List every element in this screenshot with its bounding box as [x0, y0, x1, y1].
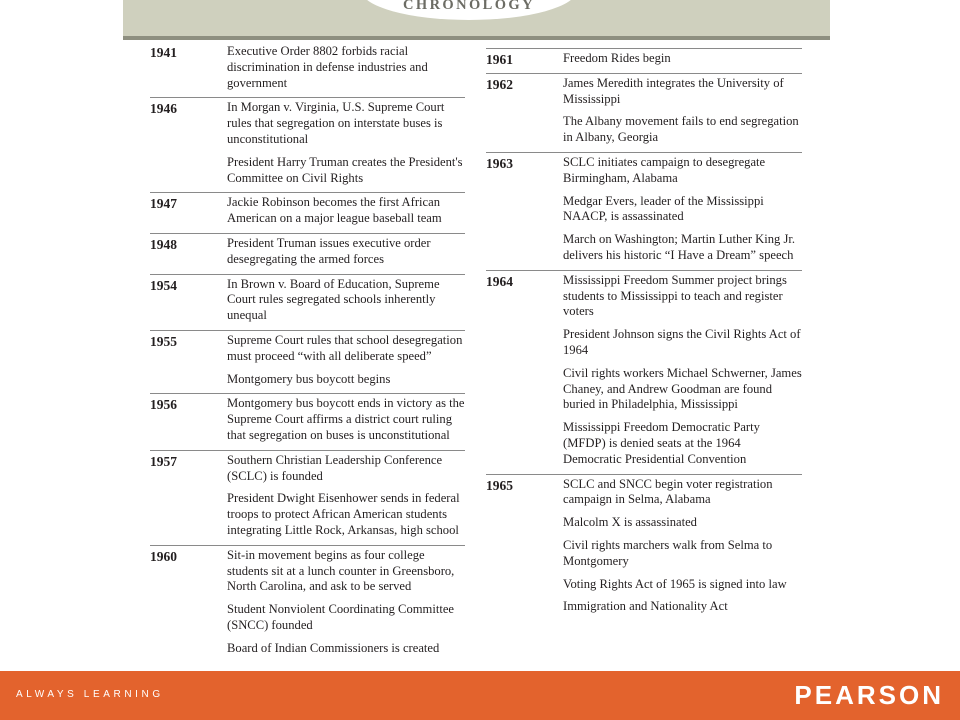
event-text: Executive Order 8802 forbids racial discrimination in defense industries and government: [227, 44, 428, 90]
event-text: Supreme Court rules that school desegregation must proceed “with all deliberate speed”: [227, 332, 463, 363]
event-text: Mississippi Freedom Summer project brings students to Mississippi to teach and register voters: [563, 272, 787, 319]
chronology-entry: [150, 275, 465, 331]
entry-year: 1961: [486, 52, 513, 67]
event-text: President Truman issues executive order desegregating the armed forces: [227, 235, 431, 266]
event-text: Voting Rights Act of 1965 is signed into law: [563, 576, 787, 591]
chronology-entry: [486, 74, 802, 153]
entry-year: 1963: [486, 155, 513, 171]
chronology-entry: [150, 193, 465, 234]
entry-events: [563, 74, 802, 152]
entry-events: [227, 98, 465, 192]
event-text: Freedom Rides begin: [563, 51, 671, 65]
chronology-entry: [150, 394, 465, 450]
entry-year: 1962: [486, 76, 513, 92]
event-text: Montgomery bus boycott ends in victory as the Supreme Court affirms a district court ruling that segregation on buses is unconstitutional: [227, 396, 465, 442]
entry-events: [563, 475, 802, 622]
event-text: Board of Indian Commissioners is created: [227, 640, 440, 655]
entry-year: 1960: [150, 548, 177, 564]
event-text: In Morgan v. Virginia, U.S. Supreme Court rules that segregation on interstate buses is unconstitutional: [227, 100, 445, 146]
entry-events: [227, 451, 465, 545]
chronology-entry: [150, 42, 465, 98]
chronology-entry: [150, 546, 465, 663]
event-text: Civil rights workers Michael Schwerner, James Chaney, and Andrew Goodman are found buried in Philadelphia, Mississippi: [563, 365, 802, 412]
entry-year: 1964: [486, 273, 513, 289]
chronology-entry: [150, 451, 465, 546]
event-text: Mississippi Freedom Democratic Party (MFDP) is denied seats at the 1964 Democratic Presidential Convention: [563, 420, 760, 466]
entry-events: [563, 271, 802, 474]
chronology-entry: [486, 153, 802, 271]
entry-year: 1954: [150, 277, 177, 293]
entry-events: [563, 49, 802, 73]
entry-year: 1957: [150, 453, 177, 469]
event-text: Montgomery bus boycott begins: [227, 371, 391, 386]
header-rule: [123, 36, 830, 40]
chronology-entry: [150, 234, 465, 275]
event-text: Southern Christian Leadership Conference (SCLC) is founded: [227, 452, 443, 483]
event-text: Malcolm X is assassinated: [563, 515, 697, 530]
event-text: James Meredith integrates the University of Mississippi: [563, 75, 784, 106]
event-text: Student Nonviolent Coordinating Committee (SNCC) founded: [227, 602, 455, 632]
event-text: Immigration and Nationality Act: [563, 599, 728, 614]
event-text: Civil rights marchers walk from Selma to Montgomery: [563, 537, 773, 568]
entry-events: [227, 331, 465, 393]
entry-year: 1965: [486, 477, 513, 493]
footer-bar: [0, 671, 960, 720]
chronology-entry: [150, 98, 465, 193]
event-text: March on Washington; Martin Luther King Jr. delivers his historic “I Have a Dream” speech: [563, 232, 796, 262]
event-text: The Albany movement fails to end segregation in Albany, Georgia: [563, 114, 799, 145]
event-text: Sit-in movement begins as four college students sit at a lunch counter in Greensboro, North Carolina, and ask to be served: [227, 547, 455, 594]
entry-events: [227, 42, 465, 97]
event-text: In Brown v. Board of Education, Supreme Court rules segregated schools inherently unequal: [227, 276, 440, 323]
entry-events: [227, 546, 465, 663]
event-text: President Harry Truman creates the President's Committee on Civil Rights: [227, 154, 463, 185]
page-title: CHRONOLOGY: [403, 0, 535, 13]
entry-year: 1956: [150, 397, 177, 413]
chronology-entry: [486, 271, 802, 475]
footer-tagline: ALWAYS LEARNING: [16, 689, 164, 700]
entry-year: 1955: [150, 333, 177, 349]
chronology-entry: [486, 475, 802, 622]
chronology-entry: [150, 331, 465, 394]
entry-events: [227, 193, 465, 233]
chronology-entry: [486, 48, 802, 74]
entry-year: 1948: [150, 236, 177, 252]
entry-year: 1941: [150, 45, 177, 60]
entry-events: [227, 275, 465, 330]
entry-events: [227, 234, 465, 274]
chronology-right-column: [486, 48, 802, 621]
event-text: President Dwight Eisenhower sends in federal troops to protect African American students integrating Little Rock, Arkansas, high school: [227, 491, 460, 537]
event-text: SCLC and SNCC begin voter registration campaign in Selma, Alabama: [563, 476, 773, 507]
event-text: SCLC initiates campaign to desegregate Birmingham, Alabama: [563, 154, 766, 185]
event-text: Medgar Evers, leader of the Mississippi NAACP, is assassinated: [563, 193, 764, 224]
event-text: President Johnson signs the Civil Rights Act of 1964: [563, 327, 801, 357]
entry-events: [227, 394, 465, 449]
event-text: Jackie Robinson becomes the first African American on a major league baseball team: [227, 195, 442, 226]
entry-events: [563, 153, 802, 270]
entry-year: 1947: [150, 196, 177, 212]
brand-logo: PEARSON: [794, 680, 944, 710]
entry-year: 1946: [150, 101, 177, 117]
chronology-left-column: [150, 42, 465, 663]
